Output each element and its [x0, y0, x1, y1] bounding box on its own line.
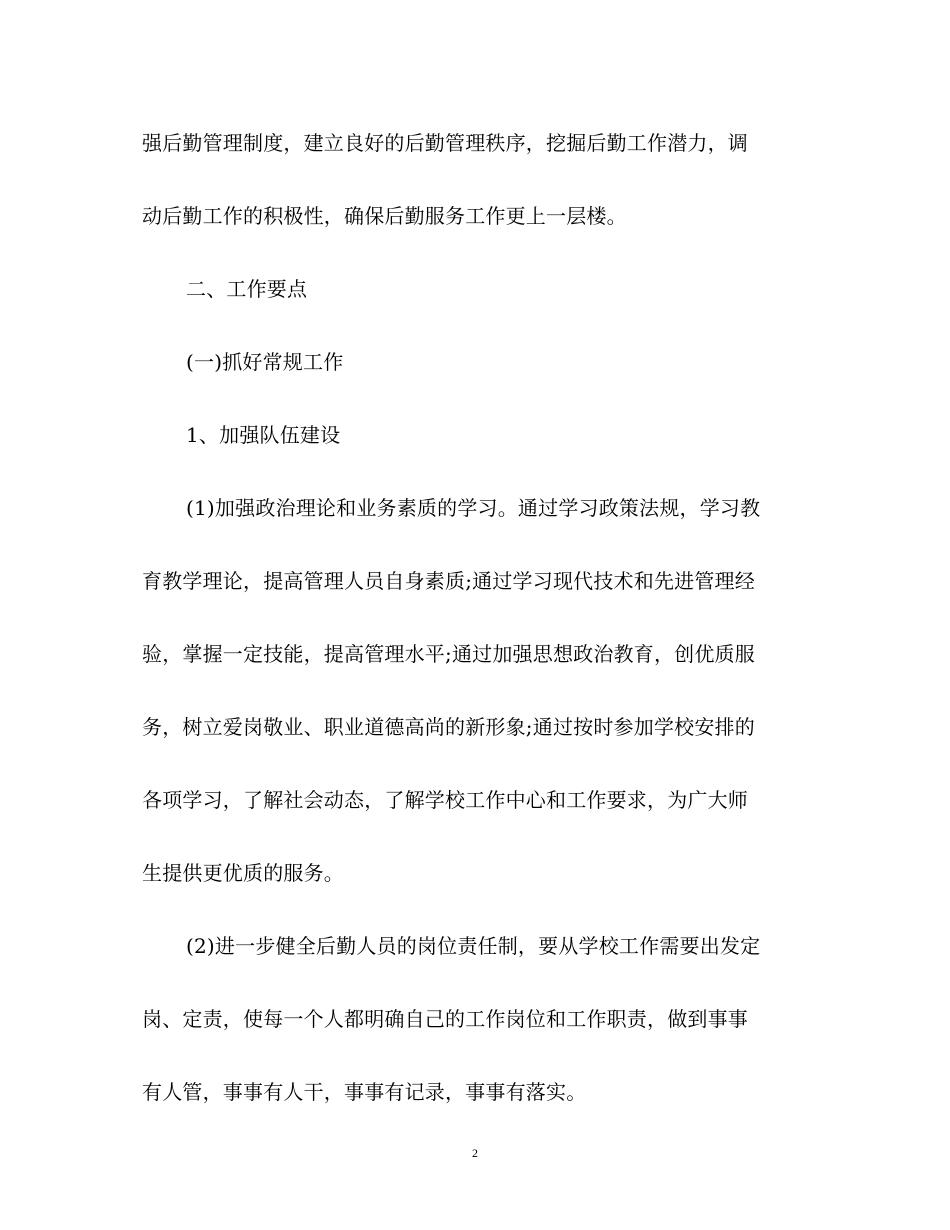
paragraph-line: 验，掌握一定技能，提高管理水平;通过加强思想政治教育，创优质服	[142, 642, 755, 666]
paragraph-line: 务，树立爱岗敬业、职业道德高尚的新形象;通过按时参加学校安排的	[142, 715, 755, 739]
paragraph-line: 动后勤工作的积极性，确保后勤服务工作更上一层楼。	[142, 204, 627, 228]
subsection-heading: (一)抓好常规工作	[186, 350, 344, 374]
paragraph-line: 生提供更优质的服务。	[142, 861, 344, 885]
paragraph-line: 强后勤管理制度，建立良好的后勤管理秩序，挖掘后勤工作潜力，调	[142, 131, 748, 155]
paragraph-line: 各项学习，了解社会动态，了解学校工作中心和工作要求，为广大师	[142, 788, 748, 812]
section-heading: 二、工作要点	[186, 277, 308, 301]
paragraph-line: 岗、定责，使每一个人都明确自己的工作岗位和工作职责，做到事事	[142, 1007, 748, 1031]
paragraph-line: (2)进一步健全后勤人员的岗位责任制，要从学校工作需要出发定	[186, 934, 761, 958]
paragraph-line: (1)加强政治理论和业务素质的学习。通过学习政策法规，学习教	[186, 496, 761, 520]
paragraph-line: 有人管，事事有人干，事事有记录，事事有落实。	[142, 1080, 587, 1104]
item-heading: 1、加强队伍建设	[186, 423, 341, 447]
document-body	[142, 123, 812, 1145]
page-number: 2	[472, 1146, 478, 1160]
paragraph-line: 育教学理论，提高管理人员自身素质;通过学习现代技术和先进管理经	[142, 569, 755, 593]
